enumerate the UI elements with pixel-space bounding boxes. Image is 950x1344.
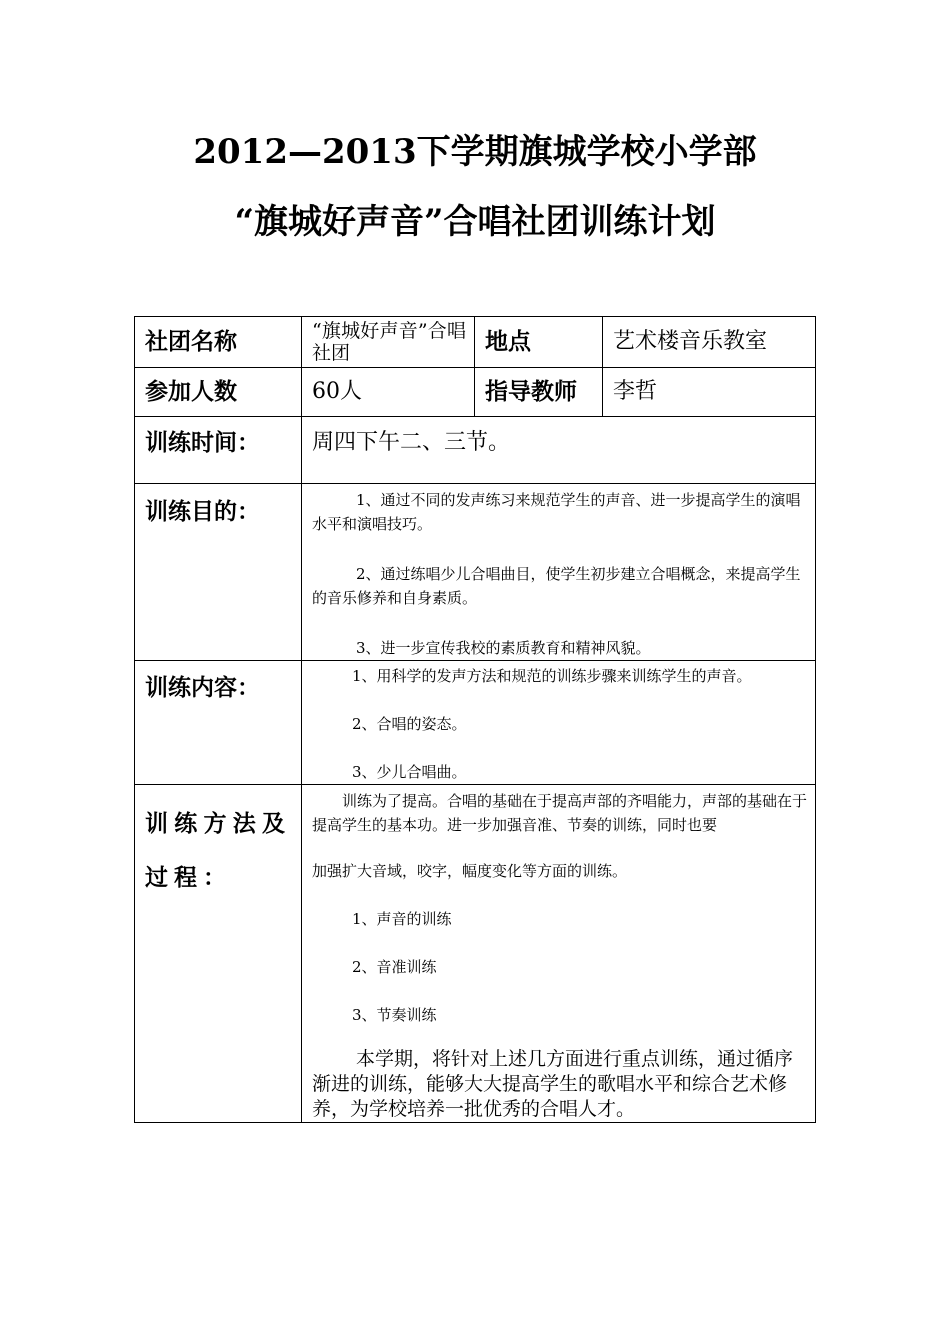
- purpose-text: [302, 484, 816, 661]
- training-plan-table: [134, 316, 816, 1123]
- club-name-label: 社团名称: [135, 317, 302, 368]
- list-item: 3、少儿合唱曲。: [352, 763, 467, 781]
- method-label: 训练方法及过程：: [135, 785, 302, 1123]
- table-row: [135, 317, 816, 368]
- location-label: 地点: [475, 317, 603, 368]
- teacher-label: 指导教师: [475, 368, 603, 417]
- location-value: 艺术楼音乐教室: [603, 317, 816, 368]
- purpose-label: 训练目的：: [135, 484, 302, 661]
- table-row: [135, 417, 816, 484]
- method-intro: 训练为了提高。合唱的基础在于提高声部的齐唱能力，声部的基础在于提高学生的基本功。进一步加强音准、节奏的训练，同时也要: [312, 792, 808, 834]
- list-item: 1、用科学的发声方法和规范的训练步骤来训练学生的声音。: [352, 667, 752, 685]
- list-item: 1、通过不同的发声练习来规范学生的声音、进一步提高学生的演唱水平和演唱技巧。: [312, 491, 801, 533]
- content-label: 训练内容：: [135, 661, 302, 785]
- method-text: [302, 785, 816, 1123]
- time-value: 周四下午二、三节。: [302, 417, 816, 484]
- members-label: 参加人数: [135, 368, 302, 417]
- list-item: 2、通过练唱少儿合唱曲目，使学生初步建立合唱概念，来提高学生的音乐修养和自身素质。: [312, 565, 801, 607]
- list-item: 2、音准训练: [352, 958, 437, 976]
- list-item: 1、声音的训练: [352, 910, 452, 928]
- method-summary: 本学期，将针对上述几方面进行重点训练，通过循序渐进的训练，能够大大提高学生的歌唱水平和综合艺术修养，为学校培养一批优秀的合唱人才。: [312, 1048, 794, 1120]
- content-text: [302, 661, 816, 785]
- table-row: [135, 785, 816, 1123]
- members-value: 60人: [302, 368, 475, 417]
- method-intro-continued: 加强扩大音域，咬字，幅度变化等方面的训练。: [312, 862, 628, 880]
- document-title-line-2: “旗城好声音”合唱社团训练计划: [234, 202, 716, 242]
- teacher-value: 李哲: [603, 368, 816, 417]
- table-row: [135, 484, 816, 661]
- list-item: 2、合唱的姿态。: [352, 715, 467, 733]
- table-row: [135, 661, 816, 785]
- table-row: [135, 368, 816, 417]
- club-name-value: “旗城好声音”合唱社团: [302, 317, 475, 368]
- time-label: 训练时间：: [135, 417, 302, 484]
- list-item: 3、节奏训练: [352, 1006, 437, 1024]
- list-item: 3、进一步宣传我校的素质教育和精神风貌。: [356, 639, 651, 657]
- document-title-line-1: 2012—2013下学期旗城学校小学部: [193, 132, 757, 172]
